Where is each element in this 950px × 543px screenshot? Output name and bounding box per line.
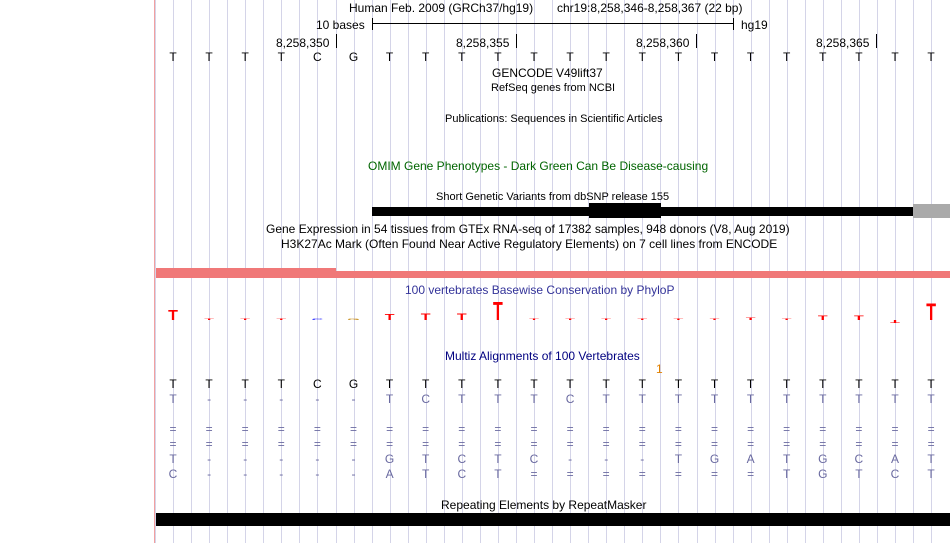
gtex-track-title[interactable]: Gene Expression in 54 tissues from GTEx RNA-seq of 17382 samples, 948 donors (V8, Aug 2019) — [266, 222, 790, 236]
scale-bar — [372, 23, 734, 24]
alignment-base: A — [746, 452, 755, 466]
h3k27ac-signal-peak — [156, 268, 336, 271]
phylop-letter: T — [781, 318, 792, 321]
alignment-base: = — [386, 437, 394, 451]
phylop-letter: T — [240, 318, 251, 321]
phylop-letter: T — [673, 318, 684, 321]
alignment-base: T — [855, 392, 863, 406]
sequence-base: C — [313, 50, 322, 64]
sequence-base: T — [205, 50, 213, 64]
ruler-tick-1 — [336, 34, 337, 48]
phylop-plot — [155, 295, 950, 335]
alignment-base: = — [313, 422, 321, 436]
alignment-base: = — [205, 437, 213, 451]
alignment-base: T — [746, 377, 755, 391]
ruler-pos-3: 8,258,360 — [636, 36, 690, 50]
refseq-subtitle: RefSeq genes from NCBI — [491, 82, 616, 94]
phylop-letter: T — [565, 318, 575, 321]
alignment-base: = — [855, 437, 863, 451]
sequence-base: G — [348, 50, 359, 64]
alignment-base: G — [348, 377, 359, 391]
sequence-base: T — [891, 50, 899, 64]
alignment-base: = — [602, 467, 610, 481]
ruler-pos-1: 8,258,350 — [276, 36, 330, 50]
phylop-letter: T — [926, 299, 936, 326]
alignment-base: C — [313, 377, 322, 391]
alignment-base: T — [458, 377, 466, 391]
alignment-base: - — [351, 392, 356, 406]
position-title: chr19:8,258,346-8,258,367 (22 bp) — [557, 1, 743, 15]
alignment-base: A — [890, 452, 899, 466]
alignment-base: = — [241, 422, 249, 436]
alignment-base: T — [458, 392, 466, 406]
alignment-base: = — [458, 422, 466, 436]
gencode-track-title[interactable]: GENCODE V49lift37 — [492, 66, 603, 80]
scale-bar-right-cap — [733, 18, 734, 30]
alignment-base: A — [385, 467, 394, 481]
alignment-base: C — [565, 392, 575, 406]
phylop-letter: C — [311, 318, 324, 321]
alignment-base: T — [169, 392, 177, 406]
alignment-base: = — [747, 467, 755, 481]
alignment-base: T — [494, 392, 502, 406]
alignment-base: T — [927, 452, 935, 466]
alignment-base: T — [927, 467, 935, 481]
alignment-base: C — [890, 467, 900, 481]
alignment-base: T — [494, 377, 502, 391]
alignment-base: = — [566, 467, 574, 481]
alignment-base: = — [674, 437, 682, 451]
alignment-base: = — [277, 437, 285, 451]
alignment-base: = — [855, 422, 863, 436]
alignment-base: - — [279, 392, 284, 406]
alignment-base: G — [709, 452, 720, 466]
sequence-base: T — [783, 50, 791, 64]
alignment-base: T — [422, 452, 430, 466]
alignment-base: - — [315, 392, 320, 406]
phylop-letter: G — [347, 318, 360, 321]
alignment-base: T — [169, 377, 177, 391]
alignment-base: T — [783, 392, 791, 406]
phylop-letter: T — [493, 297, 503, 326]
alignment-base: T — [819, 392, 827, 406]
assembly-title: Human Feb. 2009 (GRCh37/hg19) — [349, 1, 534, 15]
ruler-tick-3 — [696, 34, 697, 48]
alignment-base: = — [422, 422, 430, 436]
phylop-letter: T — [637, 318, 648, 321]
alignment-base: - — [315, 467, 320, 481]
scale-bar-left-cap — [372, 18, 373, 30]
alignment-base: T — [530, 392, 538, 406]
alignment-base: - — [315, 452, 320, 466]
phylop-track-title[interactable]: 100 vertebrates Basewise Conservation by PhyloP — [405, 283, 675, 297]
phylop-letter: T — [601, 318, 612, 321]
phylop-letter: T — [276, 318, 287, 321]
alignment-base: = — [349, 437, 357, 451]
alignment-base: T — [783, 452, 791, 466]
ruler-tick-2 — [516, 34, 517, 48]
alignment-base: T — [422, 467, 430, 481]
phylop-letter: T — [890, 318, 900, 325]
alignment-base: C — [457, 467, 467, 481]
alignment-base: G — [818, 452, 828, 466]
scale-db-label: hg19 — [741, 18, 768, 32]
scale-bar-label: 10 bases — [316, 18, 365, 32]
alignment-base: = — [638, 422, 646, 436]
alignment-base: = — [710, 467, 718, 481]
alignment-base: = — [638, 467, 646, 481]
alignment-base: T — [494, 452, 502, 466]
phylop-letter: T — [420, 311, 431, 323]
sequence-base: T — [169, 50, 177, 64]
alignment-base: = — [349, 422, 357, 436]
phylop-letter: T — [709, 318, 720, 321]
alignment-base: = — [927, 422, 935, 436]
phylop-letter: T — [817, 314, 828, 322]
sequence-base: T — [855, 50, 863, 64]
alignment-base: - — [351, 452, 356, 466]
ruler-pos-2: 8,258,355 — [456, 36, 510, 50]
repeatmasker-track-title[interactable]: Repeating Elements by RepeatMasker — [441, 498, 647, 512]
alignment-base: T — [674, 392, 683, 406]
alignment-base: - — [604, 452, 609, 466]
alignment-base: = — [674, 422, 682, 436]
alignment-base: - — [207, 467, 212, 481]
alignment-base: = — [783, 437, 791, 451]
alignment-base: - — [243, 452, 248, 466]
ruler-tick-4 — [876, 34, 877, 48]
alignment-base: = — [674, 467, 682, 481]
alignment-base: = — [747, 422, 755, 436]
alignment-base: = — [169, 437, 177, 451]
alignment-base: T — [422, 377, 430, 391]
alignment-base: - — [207, 392, 212, 406]
alignment-base: T — [819, 377, 827, 391]
omim-track-title[interactable]: OMIM Gene Phenotypes - Dark Green Can Be Disease-causing — [368, 159, 709, 173]
sequence-base: T — [566, 50, 574, 64]
alignment-base: C — [457, 452, 467, 466]
sequence-base: T — [746, 50, 755, 64]
alignment-base: T — [710, 392, 719, 406]
publications-track-title[interactable]: Publications: Sequences in Scientific Articles — [445, 113, 663, 125]
alignment-base: T — [783, 467, 791, 481]
alignment-base: - — [351, 467, 356, 481]
phylop-letter: T — [384, 313, 395, 322]
sequence-base: T — [422, 50, 430, 64]
alignment-base: T — [638, 377, 646, 391]
alignment-base: T — [385, 377, 394, 391]
alignment-base: G — [384, 452, 395, 466]
alignment-base: T — [494, 467, 502, 481]
track-label-column — [0, 0, 153, 543]
h3k27ac-track-title[interactable]: H3K27Ac Mark (Often Found Near Active Regulatory Elements) on 7 cell lines from ENCODE — [281, 237, 778, 251]
alignment-base: T — [602, 377, 610, 391]
phylop-letter: T — [854, 314, 864, 322]
alignment-base: C — [854, 452, 864, 466]
dbsnp-track-title[interactable]: Short Genetic Variants from dbSNP release 155 — [436, 191, 670, 203]
alignment-base: = — [494, 437, 502, 451]
alignment-base: = — [530, 437, 538, 451]
alignment-base: = — [602, 422, 610, 436]
alignment-base: = — [494, 422, 502, 436]
sequence-base: T — [710, 50, 719, 64]
sequence-base: T — [927, 50, 935, 64]
alignment-base: C — [168, 467, 178, 481]
alignment-base: T — [205, 377, 213, 391]
dbsnp-gray-segment[interactable] — [913, 204, 950, 218]
alignment-base: = — [710, 437, 718, 451]
alignment-base: T — [638, 392, 646, 406]
sequence-base: T — [458, 50, 466, 64]
label-divider — [154, 0, 155, 543]
alignment-base: T — [674, 452, 683, 466]
alignment-base: = — [783, 422, 791, 436]
sequence-base: T — [602, 50, 610, 64]
alignment-base: G — [818, 467, 828, 481]
alignment-base: = — [891, 422, 899, 436]
alignment-base: = — [819, 437, 827, 451]
alignment-base: = — [458, 437, 466, 451]
alignment-base: - — [207, 452, 212, 466]
alignment-base: = — [386, 422, 394, 436]
alignment-base: T — [710, 377, 719, 391]
phylop-letter: T — [456, 311, 467, 323]
alignment-base: T — [277, 377, 285, 391]
alignment-base: T — [891, 377, 899, 391]
alignment-base: - — [279, 452, 284, 466]
alignment-base: = — [927, 437, 935, 451]
alignment-base: T — [783, 377, 791, 391]
sequence-base: T — [241, 50, 249, 64]
alignment-base: = — [891, 437, 899, 451]
alignment-base: T — [530, 377, 538, 391]
sequence-base: T — [819, 50, 827, 64]
alignment-base: - — [279, 467, 284, 481]
alignment-base: T — [241, 377, 249, 391]
alignment-base: = — [169, 422, 177, 436]
sequence-base: T — [674, 50, 683, 64]
alignment-base: = — [602, 437, 610, 451]
alignment-base: = — [422, 437, 430, 451]
alignment-base: - — [640, 452, 645, 466]
alignment-base: T — [855, 377, 863, 391]
alignment-base: T — [602, 392, 610, 406]
alignment-base: T — [891, 392, 899, 406]
alignment-base: T — [169, 452, 177, 466]
alignment-base: T — [927, 377, 935, 391]
repeatmasker-feature-bar[interactable] — [156, 513, 950, 526]
alignment-base: C — [529, 452, 539, 466]
alignment-base: - — [243, 392, 248, 406]
alignment-base: T — [385, 392, 394, 406]
sequence-base: T — [530, 50, 538, 64]
alignment-base: = — [530, 467, 538, 481]
sequence-base: T — [638, 50, 646, 64]
dbsnp-thick-segment[interactable] — [589, 203, 661, 218]
alignment-base: T — [746, 392, 755, 406]
alignment-base: = — [710, 422, 718, 436]
alignment-base: = — [819, 422, 827, 436]
phylop-letter: T — [529, 318, 539, 321]
alignment-base: = — [313, 437, 321, 451]
sequence-base: T — [277, 50, 285, 64]
alignment-base: = — [530, 422, 538, 436]
alignment-base: = — [277, 422, 285, 436]
alignment-base: = — [747, 437, 755, 451]
phylop-letter: T — [168, 307, 178, 324]
alignment-base: T — [855, 467, 863, 481]
alignment-base: T — [927, 392, 935, 406]
alignment-base: = — [241, 437, 249, 451]
phylop-letter: T — [204, 318, 214, 321]
h3k27ac-signal-bar[interactable] — [156, 271, 950, 278]
alignment-base: = — [566, 437, 574, 451]
gap-count: 1 — [656, 362, 663, 376]
alignment-base: = — [566, 422, 574, 436]
alignment-base: T — [674, 377, 683, 391]
phylop-letter: T — [745, 317, 756, 321]
alignment-base: C — [421, 392, 431, 406]
sequence-base: T — [494, 50, 502, 64]
alignment-base: - — [568, 452, 573, 466]
alignment-base: = — [205, 422, 213, 436]
multiz-track-title[interactable]: Multiz Alignments of 100 Vertebrates — [445, 349, 640, 363]
alignment-base: = — [638, 437, 646, 451]
ruler-pos-4: 8,258,365 — [816, 36, 870, 50]
alignment-base: - — [243, 467, 248, 481]
alignment-base: T — [566, 377, 574, 391]
sequence-base: T — [385, 50, 394, 64]
